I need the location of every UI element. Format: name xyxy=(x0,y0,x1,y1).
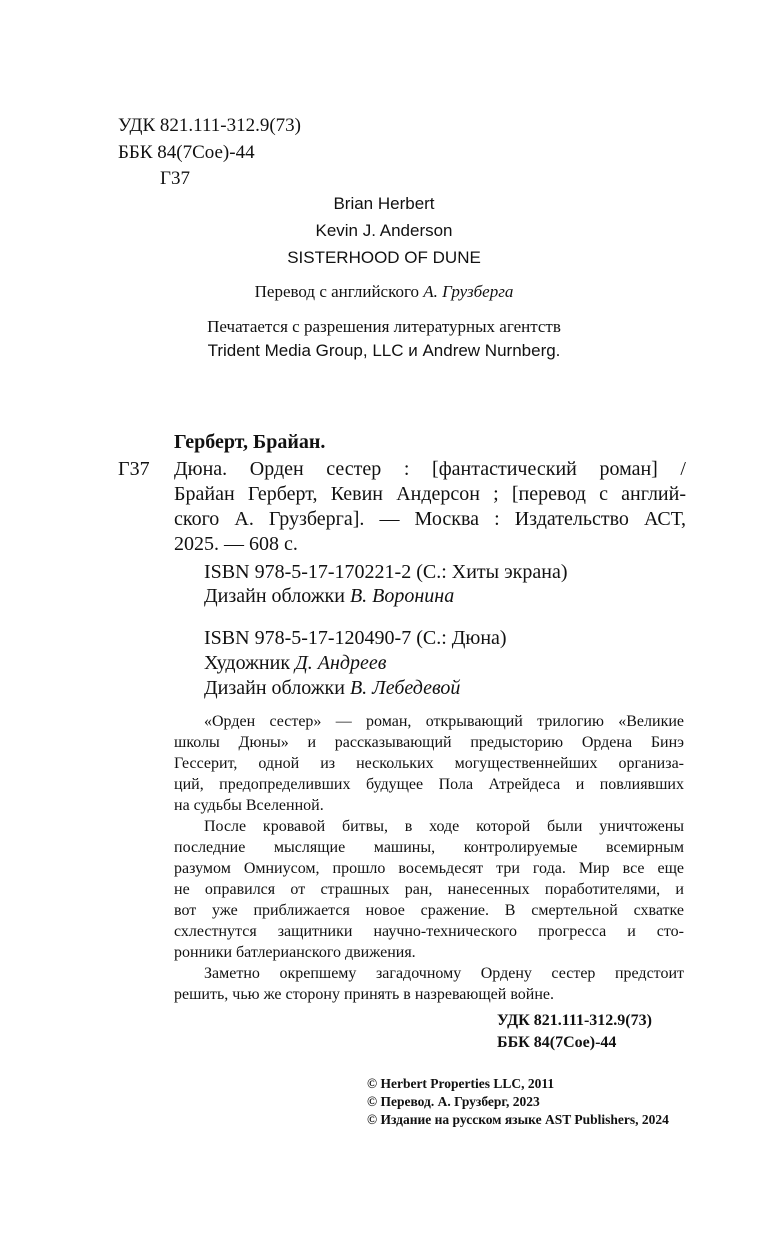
annotation-line: на судьбы Вселенной. xyxy=(174,797,324,814)
translator-name: А. Грузберга xyxy=(423,282,514,301)
copyright-1: © Herbert Properties LLC, 2011 xyxy=(367,1076,555,1091)
annotation-line: Гессерит, одной из нескольких могущественнейших организа- xyxy=(174,755,684,772)
annotation-line: вот уже приближается новое сражение. В смертельной схватке xyxy=(174,902,684,919)
cover-designer-2 xyxy=(204,676,460,701)
translation-line xyxy=(0,282,768,302)
udk-code: УДК 821.111-312.9(73) xyxy=(118,115,301,136)
cover-designer-2-name: В. Лебедевой xyxy=(349,677,461,699)
record-heading: Герберт, Брайан. xyxy=(174,431,326,453)
permission-line-2: Trident Media Group, LLC и Andrew Nurnberg. xyxy=(207,341,561,360)
bbk-code: ББК 84(7Сое)-44 xyxy=(118,142,255,163)
annotation-line: ронники батлерианского движения. xyxy=(174,944,416,961)
footer-udk: УДК 821.111-312.9(73) xyxy=(497,1012,652,1029)
annotation xyxy=(174,711,684,1005)
record-mark: Г37 xyxy=(118,458,150,480)
cover-designer-1-label: Дизайн обложки xyxy=(204,585,350,607)
record-line: 2025. — 608 с. xyxy=(174,533,298,555)
record-line: Брайан Герберт, Кевин Андерсон ; [перевод с англий- xyxy=(174,483,686,505)
cover-designer-2-label: Дизайн обложки xyxy=(204,677,350,699)
annotation-line: разумом Омниусом, прошло восемьдесят три года. Мир все еще xyxy=(174,860,684,877)
annotation-line: После кровавой битвы, в ходе которой были уничтожены xyxy=(204,818,684,835)
record-description xyxy=(174,457,686,557)
annotation-line: не оправился от страшных ран, нанесенных поработителями, и xyxy=(174,881,684,898)
annotation-line: последние мыслящие машины, контролируемые всемирным xyxy=(174,839,684,856)
annotation-line: Заметно окрепшему загадочному Ордену сестер предстоит xyxy=(204,965,684,982)
record-line: Дюна. Орден сестер : [фантастический роман] / xyxy=(174,458,686,480)
annotation-line: решить, чью же сторону принять в назревающей войне. xyxy=(174,986,554,1003)
annotation-line: ций, предопределивших будущее Пола Атрейдеса и повлиявших xyxy=(174,776,684,793)
original-author-2: Kevin J. Anderson xyxy=(315,221,453,240)
footer-bbk: ББК 84(7Сое)-44 xyxy=(497,1034,617,1051)
artist-label: Художник xyxy=(204,652,296,674)
original-title: SISTERHOOD OF DUNE xyxy=(287,248,481,267)
copyright-2: © Перевод. А. Грузберг, 2023 xyxy=(367,1094,540,1109)
author-mark: Г37 xyxy=(160,168,190,189)
cover-designer-1 xyxy=(204,584,454,609)
annotation-line: «Орден сестер» — роман, открывающий трилогию «Великие xyxy=(204,713,684,730)
record-line: ского А. Грузберга]. — Москва : Издательство АСТ, xyxy=(174,508,686,530)
artist-name: Д. Андреев xyxy=(295,652,387,674)
annotation-line: схлестнутся защитники научно-технического прогресса и сто- xyxy=(174,923,684,940)
artist xyxy=(204,651,386,676)
original-author-1: Brian Herbert xyxy=(333,194,435,213)
annotation-line: школы Дюны» и рассказывающий предысторию Ордена Бинэ xyxy=(174,734,684,751)
isbn-1: ISBN 978-5-17-170221-2 (С.: Хиты экрана) xyxy=(204,561,568,583)
isbn-2: ISBN 978-5-17-120490-7 (С.: Дюна) xyxy=(204,627,507,649)
translation-prefix: Перевод с английского xyxy=(254,282,424,301)
copyright-3: © Издание на русском языке AST Publishers, 2024 xyxy=(367,1112,669,1127)
permission-line-1: Печатается с разрешения литературных агентств xyxy=(207,317,561,336)
cover-designer-1-name: В. Воронина xyxy=(349,585,455,607)
